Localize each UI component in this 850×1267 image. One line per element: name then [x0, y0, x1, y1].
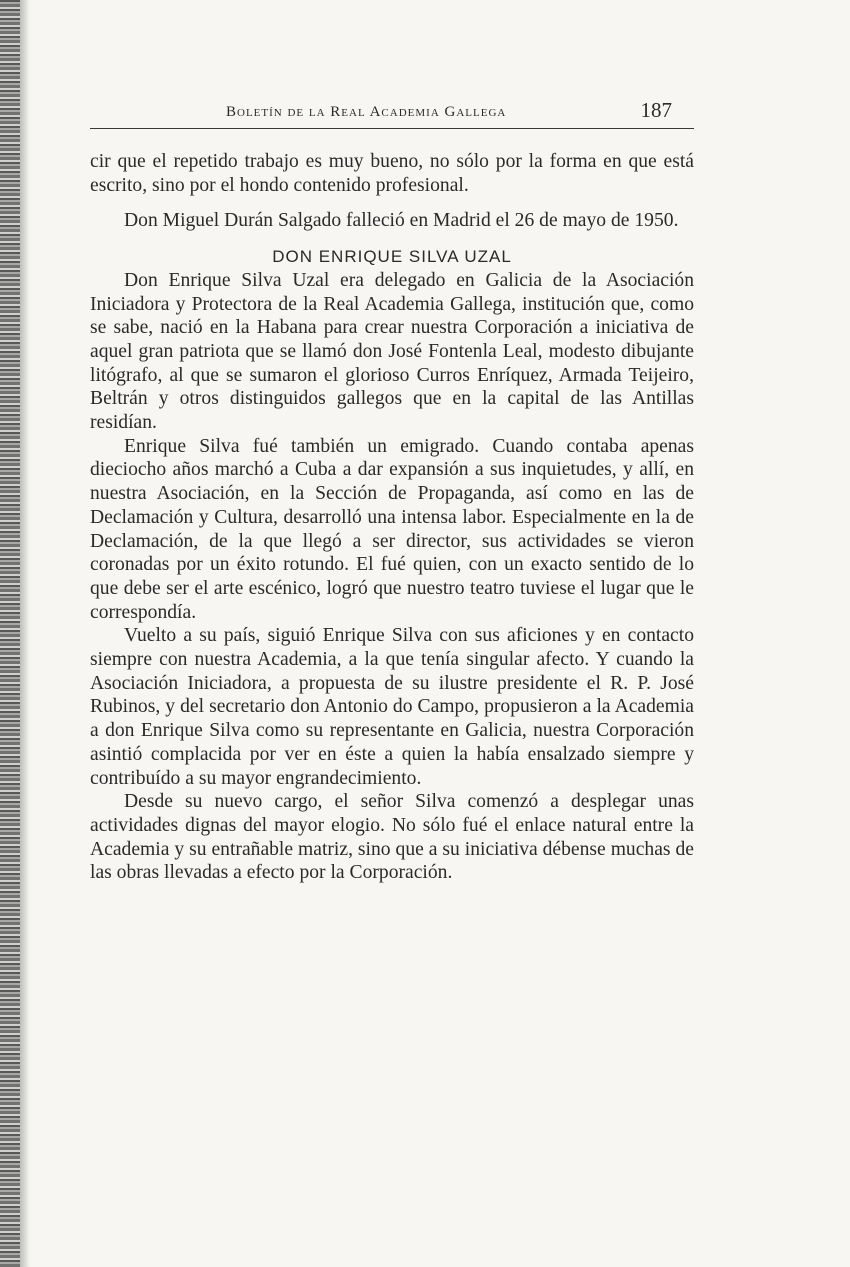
book-binding-edge	[0, 0, 20, 1267]
paragraph-death-notice: Don Miguel Durán Salgado falleció en Madrid el 26 de mayo de 1950.	[124, 210, 679, 232]
paragraph-emigration: Enrique Silva fué también un emigrado. Cuando contaba apenas dieciocho años marchó a Cuba a dar expansión a sus inquietudes, y allí, en nuestra Asociación, en la Sección de Propaganda, así como en las de Declamación y Cultura, desarrolló una intensa labor. Especialmente en la de Declamación, de la que llegó a ser director, sus actividades se vieron coronadas por un éxito rotundo. El fué quien, con un exacto sentido de lo que debe ser el arte escénico, logró que nuestro teatro tuviese el lugar que le correspondía.	[90, 435, 694, 623]
paragraph-continuation: cir que el repetido trabajo es muy bueno, no sólo por la forma en que está escrito, sino por el hondo contenido profesional.	[90, 151, 694, 196]
binding-shadow	[20, 0, 30, 1267]
article-body	[90, 150, 694, 885]
paragraph-return: Vuelto a su país, siguió Enrique Silva con sus aficiones y en contacto siempre con nuestra Academia, a la que tenía singular afecto. Y cuando la Asociación Iniciadora, a propuesta de su ilustre presidente el R. P. José Rubinos, y del secretario don Antonio do Campo, propusieron a la Academia a don Enrique Silva como su representante en Galicia, nuestra Corporación asintió complacida por ver en éste a quien la había ensalzado siempre y contribuído a su mayor engrandecimiento.	[90, 625, 694, 789]
page-header	[90, 98, 694, 129]
paragraph-new-post: Desde su nuevo cargo, el señor Silva comenzó a desplegar unas actividades dignas del mayor elogio. No sólo fué el enlace natural entre la Academia y su entrañable matriz, sino que a su iniciativa débense muchas de las obras llevadas a efecto por la Corporación.	[90, 791, 694, 884]
running-title: Boletín de la Real Academia Gallega	[226, 104, 507, 120]
page-number: 187	[640, 98, 672, 122]
section-heading: DON ENRIQUE SILVA UZAL	[272, 247, 512, 267]
paragraph-biography-intro: Don Enrique Silva Uzal era delegado en Galicia de la Asociación Iniciadora y Protectora de la Real Academia Gallega, institución que, como se sabe, nació en la Habana para crear nuestra Corporación a iniciativa de aquel gran patriota que se llamó don José Fontenla Leal, modesto dibujante litógrafo, al que se sumaron el glorioso Curros Enríquez, Armada Teijeiro, Beltrán y otros distinguidos gallegos que en la capital de las Antillas residían.	[90, 269, 694, 434]
